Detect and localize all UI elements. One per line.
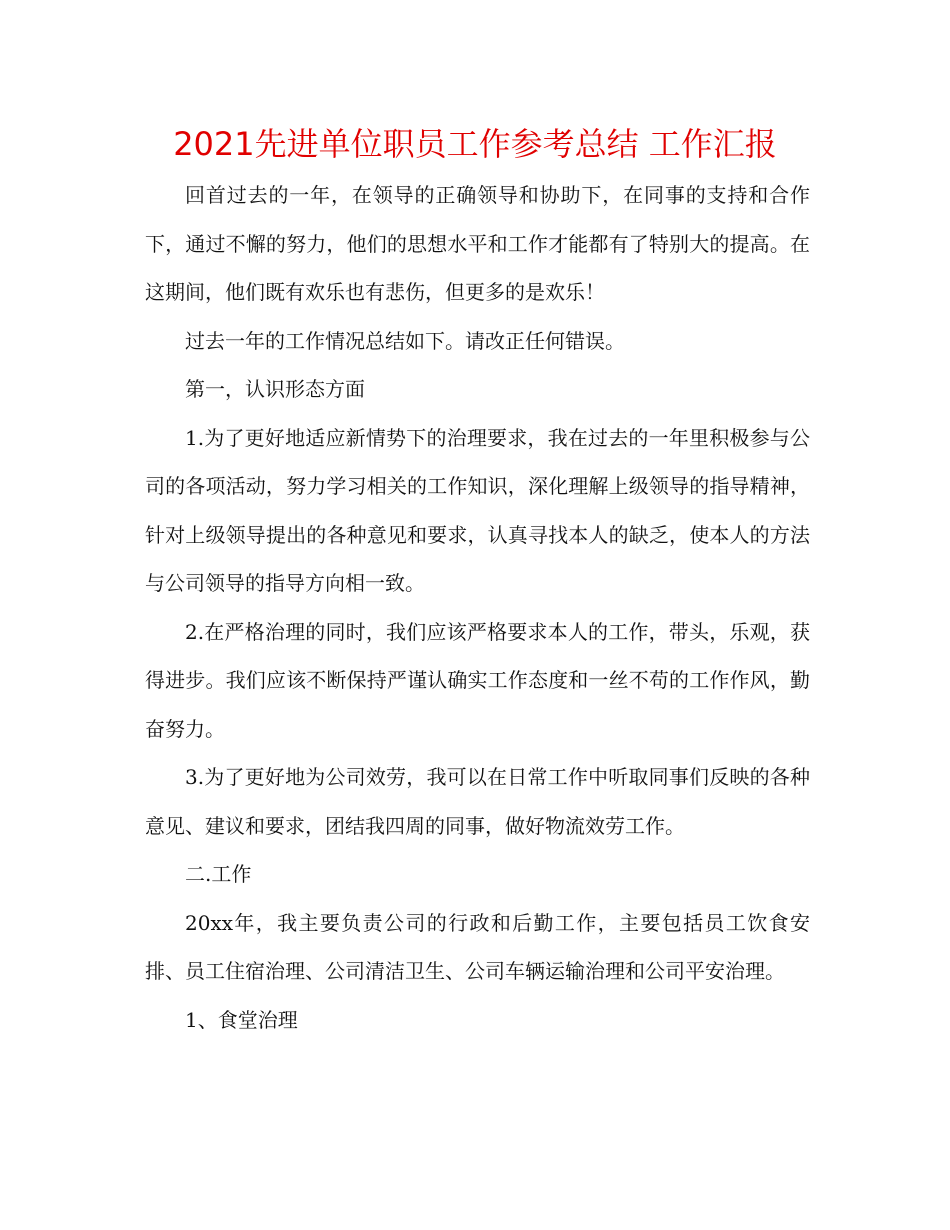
paragraph-item-3: 3.为了更好地为公司效劳，我可以在日常工作中听取同事们反映的各种意见、建议和要求，团结我四周的同事，做好物流效劳工作。 [145,765,810,838]
paragraph-work-overview: 20xx年，我主要负责公司的行政和后勤工作，主要包括员工饮食安排、员工住宿治理、公司清洁卫生、公司车辆运输治理和公司平安治理。 [145,910,810,983]
section-heading-ideology: 第一，认识形态方面 [185,377,365,401]
paragraph-summary-lead: 过去一年的工作情况总结如下。请改正任何错误。 [185,328,625,353]
document-title: 2021先进单位职员工作参考总结 工作汇报 [173,125,777,163]
paragraph-item-1: 1.为了更好地适应新情势下的治理要求，我在过去的一年里积极参与公司的各项活动，努力学习相关的工作知识，深化理解上级领导的指导精神，针对上级领导提出的各种意见和要求，认真寻找本人的缺乏，使本人的方法与公司领导的指导方向相一致。 [145,425,810,595]
paragraph-item-2: 2.在严格治理的同时，我们应该严格要求本人的工作，带头，乐观，获得进步。我们应该不断保持严谨认确实工作态度和一丝不苟的工作作风，勤奋努力。 [145,619,810,741]
section-heading-work: 二.工作 [185,862,252,886]
document-body [145,171,810,1044]
subsection-heading-canteen: 1、食堂治理 [185,1007,298,1032]
paragraph-intro: 回首过去的一年，在领导的正确领导和协助下，在同事的支持和合作下，通过不懈的努力，他们的思想水平和工作才能都有了特别大的提高。在这期间，他们既有欢乐也有悲伤，但更多的是欢乐！ [145,183,810,304]
